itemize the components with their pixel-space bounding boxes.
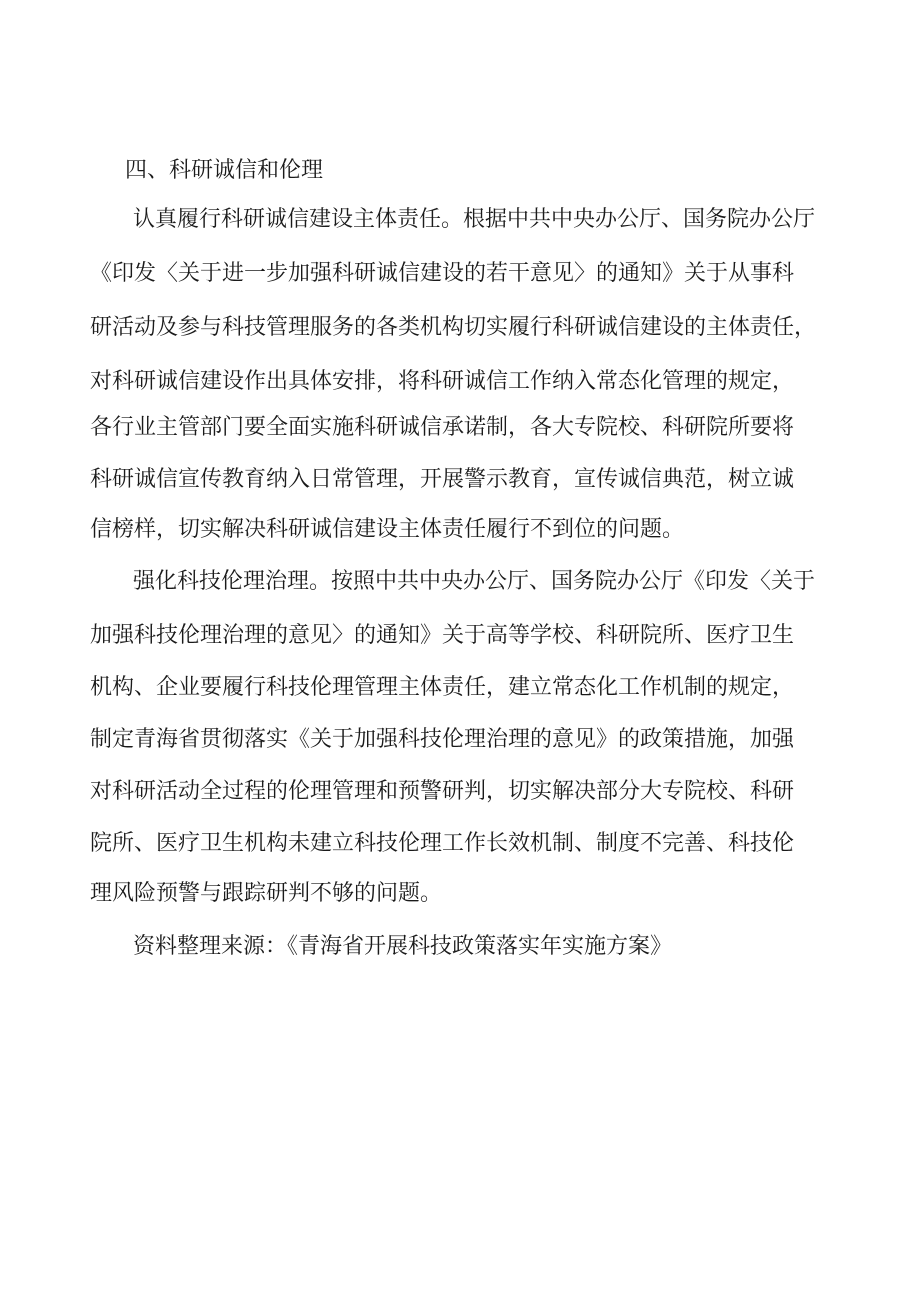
paragraph-line: 研活动及参与科技管理服务的各类机构切实履行科研诚信建设的主体责任， [90, 315, 817, 340]
paragraph-line: 机构、企业要履行科技伦理管理主体责任，建立常态化工作机制的规定， [90, 675, 795, 700]
paragraph-line: 各行业主管部门要全面实施科研诚信承诺制，各大专院校、科研院所要将 [90, 415, 795, 440]
paragraph-line: 制定青海省贯彻落实《关于加强科技伦理治理的意见》的政策措施，加强 [90, 727, 795, 752]
paragraph-line: 《印发〈关于进一步加强科研诚信建设的若干意见〉的通知》关于从事科 [90, 261, 795, 286]
paragraph-line: 强化科技伦理治理。按照中共中央办公厅、国务院办公厅《印发〈关于 [133, 569, 816, 594]
paragraph-line: 加强科技伦理治理的意见〉的通知》关于高等学校、科研院所、医疗卫生 [90, 623, 795, 648]
paragraph-line: 科研诚信宣传教育纳入日常管理，开展警示教育，宣传诚信典范，树立诚 [90, 467, 795, 492]
paragraph-line: 理风险预警与跟踪研判不够的问题。 [90, 881, 443, 906]
paragraph-line: 对科研活动全过程的伦理管理和预警研判，切实解决部分大专院校、科研 [90, 779, 795, 804]
section-heading: 四、科研诚信和伦理 [125, 158, 324, 183]
paragraph-line: 院所、医疗卫生机构未建立科技伦理工作长效机制、制度不完善、科技伦 [90, 831, 795, 856]
source-note: 资料整理来源：《青海省开展科技政策落实年实施方案》 [133, 934, 673, 959]
paragraph-line: 信榜样，切实解决科研诚信建设主体责任履行不到位的问题。 [90, 517, 685, 542]
paragraph-line: 对科研诚信建设作出具体安排，将科研诚信工作纳入常态化管理的规定， [90, 369, 795, 394]
paragraph-line: 认真履行科研诚信建设主体责任。根据中共中央办公厅、国务院办公厅 [133, 207, 816, 232]
